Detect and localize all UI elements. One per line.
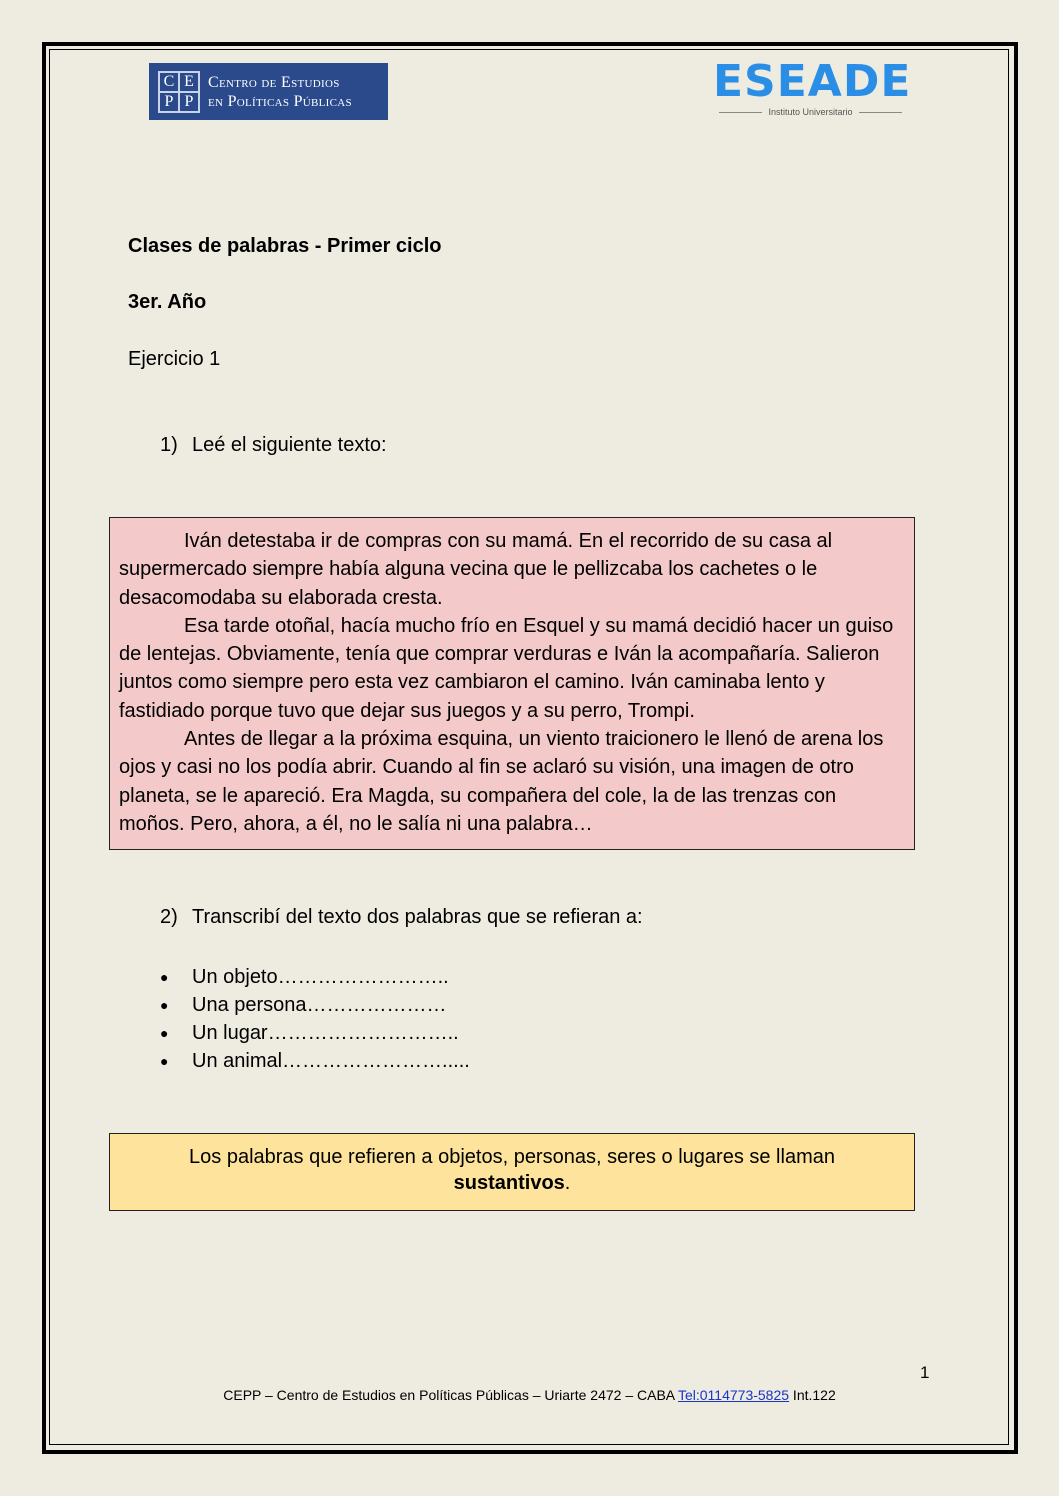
- list-item-text: Un animal…………………….....: [192, 1050, 470, 1072]
- grade-label: 3er. Año: [128, 291, 207, 313]
- cepp-logo: [149, 63, 388, 120]
- definition-note: [109, 1133, 915, 1211]
- eseade-logo-subtitle-row: [713, 107, 908, 117]
- cepp-letter: P: [159, 92, 179, 112]
- list-item: [160, 1047, 470, 1075]
- note-end: .: [564, 1172, 571, 1194]
- bullet-icon: ●: [160, 1025, 169, 1041]
- page-footer: [0, 1387, 1059, 1403]
- eseade-logo: [713, 56, 912, 122]
- cepp-letter: P: [179, 92, 199, 112]
- question-number: 1): [160, 434, 178, 456]
- cepp-letter: C: [159, 72, 179, 92]
- list-item-text: Un lugar………………………..: [192, 1022, 459, 1044]
- eseade-logo-word: ESEADE: [713, 56, 912, 107]
- cepp-logo-mark: [158, 71, 200, 113]
- note-keyword: sustantivos: [453, 1172, 565, 1194]
- list-item-text: Un objeto……………………..: [192, 966, 449, 988]
- bullet-icon: ●: [160, 997, 169, 1013]
- list-item: [160, 963, 470, 991]
- divider: [719, 112, 762, 113]
- bullet-icon: ●: [160, 969, 169, 985]
- question-1: [160, 434, 387, 457]
- question-2: [160, 906, 643, 929]
- cepp-logo-text: [208, 73, 352, 111]
- note-text: Los palabras que refieren a objetos, personas, seres o lugares se llaman: [189, 1146, 835, 1168]
- list-item: [160, 991, 470, 1019]
- question-text: Leé el siguiente texto:: [192, 434, 387, 456]
- eseade-logo-subtitle: Instituto Universitario: [768, 107, 853, 117]
- story-paragraph: Esa tarde otoñal, hacía mucho frío en Esquel y su mamá decidió hacer un guiso de lentejas. Obviamente, tenía que comprar verduras e Iván la acompañaría. Salieron juntos como siempre pero esta vez cambiaron el camino. Iván caminaba lento y fastidiado porque tuvo que dejar sus juegos y a su perro, Trompi.: [119, 614, 894, 722]
- story-box: [109, 517, 915, 850]
- story-paragraph: Iván detestaba ir de compras con su mamá. En el recorrido de su casa al supermercado siempre había alguna vecina que le pellizcaba los cachetes o le desacomodaba su elaborada cresta.: [119, 530, 833, 609]
- divider: [859, 112, 902, 113]
- page-title: Clases de palabras - Primer ciclo: [128, 235, 442, 257]
- answer-list: [160, 963, 470, 1075]
- exercise-label: Ejercicio 1: [128, 348, 221, 370]
- cepp-logo-line1: Centro de Estudios: [208, 73, 340, 91]
- list-item-text: Una persona…………………: [192, 994, 447, 1016]
- list-item: [160, 1019, 470, 1047]
- story-paragraph: Antes de llegar a la próxima esquina, un viento traicionero le llenó de arena los ojos y casi no los podía abrir. Cuando al fin se aclaró su visión, una imagen de otro planeta, se le apareció. Era Magda, su compañera del cole, la de las trenzas con moños. Pero, ahora, a él, no le salía ni una palabra…: [119, 728, 884, 835]
- bullet-icon: ●: [160, 1053, 169, 1069]
- cepp-logo-line2: en Políticas Públicas: [208, 92, 352, 110]
- cepp-letter: E: [179, 72, 199, 92]
- question-number: 2): [160, 906, 178, 928]
- footer-text: CEPP – Centro de Estudios en Políticas Públicas – Uriarte 2472 – CABA: [223, 1387, 678, 1403]
- page-number: 1: [920, 1363, 930, 1382]
- footer-extension: Int.122: [789, 1387, 836, 1403]
- question-text: Transcribí del texto dos palabras que se refieran a:: [192, 906, 643, 928]
- footer-phone-link[interactable]: Tel:0114773-5825: [677, 1387, 790, 1403]
